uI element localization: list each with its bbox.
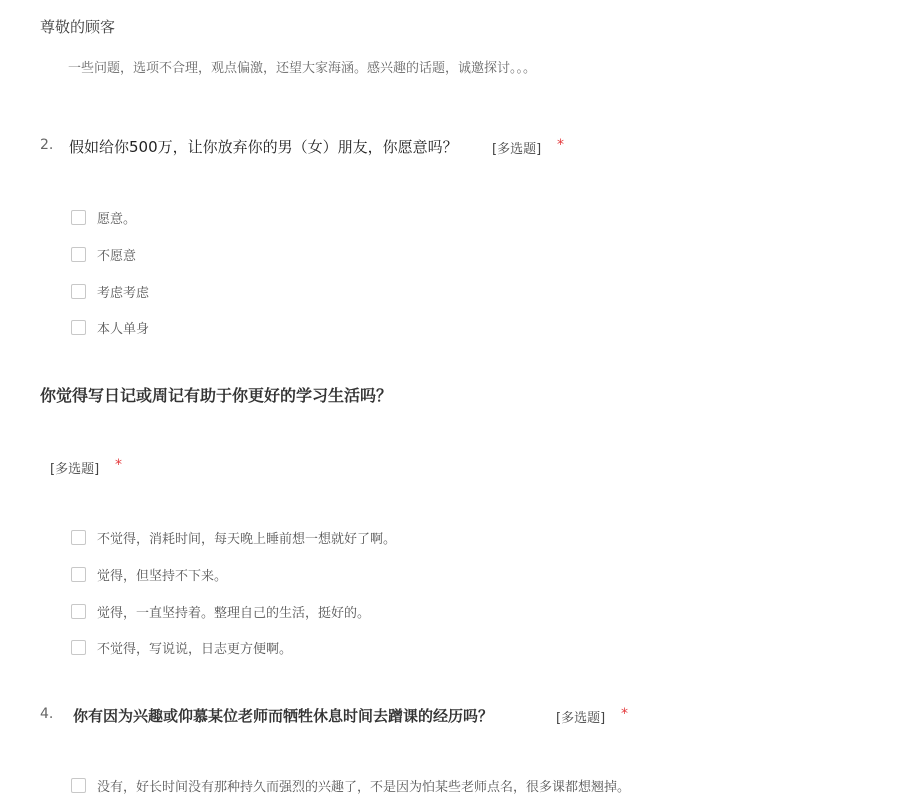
survey-intro: 一些问题，选项不合理，观点偏激，还望大家海涵。感兴趣的话题，诚邀探讨。。。 bbox=[68, 61, 537, 76]
question-title: 你有因为兴趣或仰慕某位老师而牺牲休息时间去蹭课的经历吗？ bbox=[73, 707, 494, 725]
question-type-badge: [多选题] bbox=[556, 711, 606, 726]
option-label: 觉得，一直坚持着。整理自己的生活，挺好的。 bbox=[97, 605, 371, 621]
greeting-text: 尊敬的顾客 bbox=[40, 18, 116, 36]
checkbox[interactable] bbox=[71, 567, 86, 582]
option-no-blog[interactable] bbox=[71, 638, 292, 656]
question-type-badge: [多选题] bbox=[492, 142, 542, 157]
option-willing[interactable] bbox=[71, 208, 136, 226]
option-label: 觉得，但坚持不下来。 bbox=[97, 568, 228, 584]
option-label: 没有，好长时间没有那种持久而强烈的兴趣了，不是因为怕某些老师点名，很多课都想翘掉。 bbox=[97, 779, 631, 795]
option-label: 不觉得，消耗时间，每天晚上睡前想一想就好了啊。 bbox=[97, 531, 397, 547]
checkbox[interactable] bbox=[71, 604, 86, 619]
required-marker: * bbox=[115, 457, 122, 473]
required-marker: * bbox=[621, 706, 628, 722]
option-yes-persisting[interactable] bbox=[71, 602, 370, 620]
checkbox[interactable] bbox=[71, 320, 86, 335]
required-marker: * bbox=[557, 137, 564, 153]
checkbox[interactable] bbox=[71, 247, 86, 262]
checkbox[interactable] bbox=[71, 210, 86, 225]
option-no-time-consuming[interactable] bbox=[71, 528, 396, 546]
option-label: 本人单身 bbox=[97, 321, 150, 337]
checkbox[interactable] bbox=[71, 640, 86, 655]
question-title: 假如给你500万，让你放弃你的男（女）朋友，你愿意吗？ bbox=[69, 138, 458, 156]
checkbox[interactable] bbox=[71, 530, 86, 545]
question-number: 4. bbox=[40, 706, 54, 722]
option-label: 考虑考虑 bbox=[97, 285, 150, 301]
checkbox[interactable] bbox=[71, 778, 86, 793]
checkbox[interactable] bbox=[71, 284, 86, 299]
option-yes-cannot-persist[interactable] bbox=[71, 565, 227, 583]
question-type-badge: [多选题] bbox=[50, 462, 100, 477]
option-no-interest[interactable] bbox=[71, 776, 630, 794]
option-unwilling[interactable] bbox=[71, 245, 136, 263]
question-number: 2. bbox=[40, 137, 54, 153]
option-label: 愿意。 bbox=[97, 211, 137, 227]
option-label: 不愿意 bbox=[97, 248, 137, 264]
option-single[interactable] bbox=[71, 318, 149, 336]
option-label: 不觉得，写说说，日志更方便啊。 bbox=[97, 641, 293, 657]
option-consider[interactable] bbox=[71, 282, 149, 300]
question-title: 你觉得写日记或周记有助于你更好的学习生活吗？ bbox=[40, 386, 393, 405]
